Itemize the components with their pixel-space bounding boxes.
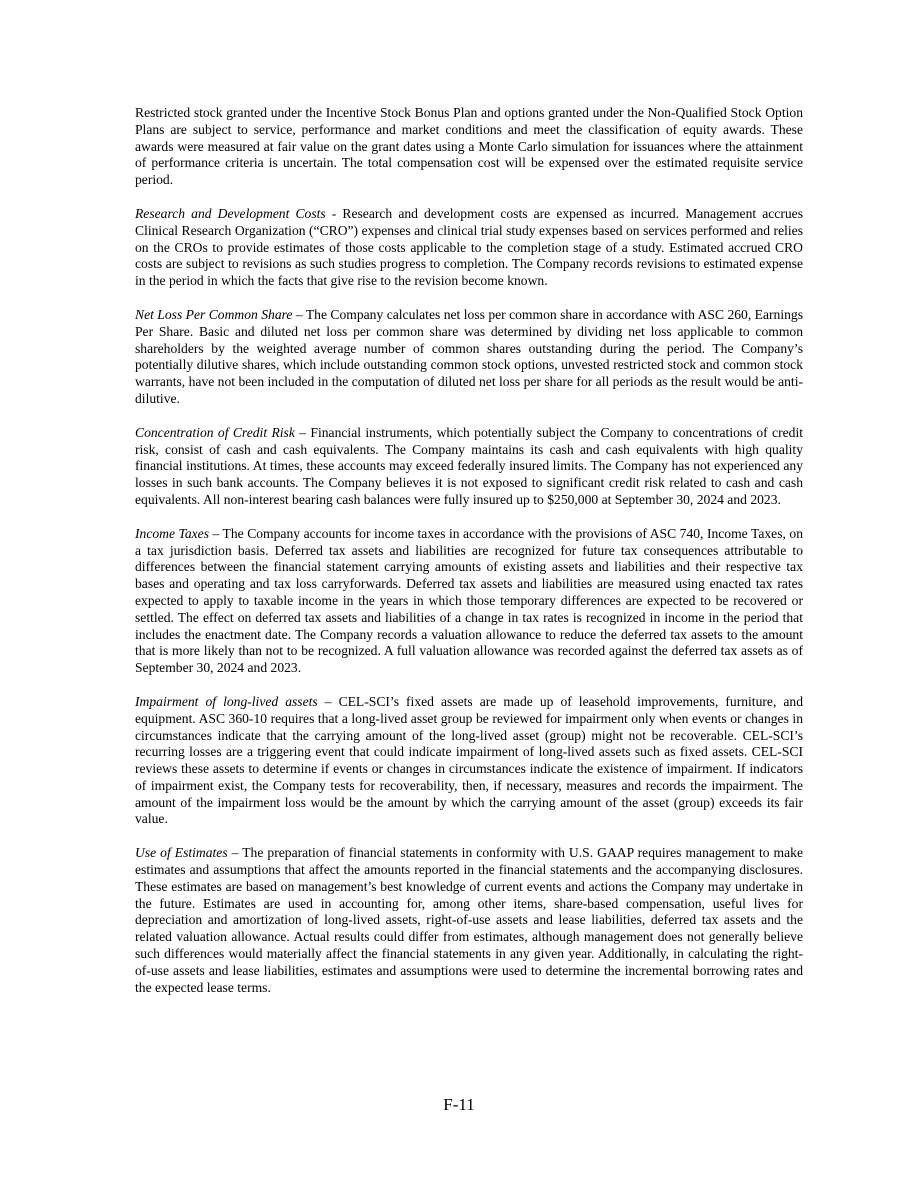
- paragraph-heading: Income Taxes: [135, 525, 209, 541]
- paragraph-text: – The Company accounts for income taxes in accordance with the provisions of ASC 740, Income Taxes, on a tax jurisdiction basis. Deferred tax assets and liabilities are recognized for future tax consequences attributable to differences between the financial statement carrying amounts of existing assets and liabilities and their respective tax bases and operating and tax loss carryforwards. Deferred tax assets and liabilities are measured using enacted tax rates expected to apply to taxable income in the years in which those temporary differences are expected to be recovered or settled. The effect on deferred tax assets and liabilities of a change in tax rates is recognized in income in the period that includes the enactment date. The Company records a valuation allowance to reduce the deferred tax assets to the amount that is more likely than not to be recognized. A full valuation allowance was recorded against the deferred tax assets as of September 30, 2024 and 2023.: [135, 525, 803, 676]
- paragraph-text: Restricted stock granted under the Incentive Stock Bonus Plan and options granted under the Non-Qualified Stock Option Plans are subject to service, performance and market conditions and meet the classification of equity awards. These awards were measured at fair value on the grant dates using a Monte Carlo simulation for issuances where the attainment of performance criteria is uncertain. The total compensation cost will be expensed over the estimated requisite service period.: [135, 105, 803, 188]
- paragraph-research-development: [135, 206, 803, 290]
- paragraph-heading: Net Loss Per Common Share: [135, 306, 293, 322]
- paragraph-income-taxes: [135, 526, 803, 677]
- paragraph-impairment: [135, 694, 803, 828]
- page-number: F-11: [443, 1095, 475, 1114]
- paragraph-credit-risk: [135, 425, 803, 509]
- paragraph-heading: Concentration of Credit Risk: [135, 424, 295, 440]
- paragraph-text: – Financial instruments, which potentially subject the Company to concentrations of credit risk, consist of cash and cash equivalents. The Company maintains its cash and cash equivalents with high quality financial institutions. At times, these accounts may exceed federally insured limits. The Company has not experienced any losses in such bank accounts. The Company believes it is not exposed to significant credit risk related to cash and cash equivalents. All non-interest bearing cash balances were fully insured up to $250,000 at September 30, 2024 and 2023.: [135, 424, 803, 507]
- paragraph-use-of-estimates: [135, 845, 803, 996]
- paragraph-heading: Use of Estimates: [135, 845, 228, 861]
- paragraph-text: – The Company calculates net loss per common share in accordance with ASC 260, Earnings Per Share. Basic and diluted net loss per common share was determined by dividing net loss applicable to common shareholders by the weighted average number of common shares outstanding during the period. The Company’s potentially dilutive shares, which include outstanding common stock options, unvested restricted stock and common stock warrants, have not been included in the computation of diluted net loss per share for all periods as the result would be anti-dilutive.: [135, 306, 803, 406]
- paragraph-text: – CEL-SCI’s fixed assets are made up of leasehold improvements, furniture, and equipment. ASC 360-10 requires that a long-lived asset group be reviewed for impairment only when events or changes in circumstances indicate that the carrying amount of the long-lived asset (group) might not be recoverable. CEL-SCI’s recurring losses are a triggering event that could indicate impairment of long-lived assets such as fixed assets. CEL-SCI reviews these assets to determine if events or changes in circumstances indicate the existence of impairment. If indicators of impairment exist, the Company tests for recoverability, then, if necessary, measures and records the impairment. The amount of the impairment loss would be the amount by which the carrying amount of the asset (group) exceeds its fair value.: [135, 693, 803, 827]
- document-body: [135, 105, 803, 1013]
- paragraph-heading: Impairment of long-lived assets: [135, 693, 318, 709]
- paragraph-stock-compensation: [135, 105, 803, 189]
- paragraph-text: - Research and development costs are expensed as incurred. Management accrues Clinical Research Organization (“CRO”) expenses and clinical trial study expenses based on services performed and relies on the CROs to provide estimates of those costs applicable to the completion stage of a study. Estimated accrued CRO costs are subject to revisions as such studies progress to completion. The Company records revisions to estimated expense in the period in which the facts that give rise to the revision become known.: [135, 205, 803, 289]
- paragraph-text: – The preparation of financial statements in conformity with U.S. GAAP requires management to make estimates and assumptions that affect the amounts reported in the financial statements and the accompanying disclosures. These estimates are based on management’s best knowledge of current events and actions the Company may undertake in the future. Estimates are used in accounting for, among other items, share-based compensation, useful lives for depreciation and amortization of long-lived assets, right-of-use assets and lease liabilities, deferred tax assets and the related valuation allowance. Actual results could differ from estimates, although management does not generally believe such differences would materially affect the financial statements in any given year. Additionally, in calculating the right-of-use assets and lease liabilities, estimates and assumptions were used to determine the incremental borrowing rates and the expected lease terms.: [135, 845, 803, 995]
- paragraph-net-loss-per-share: [135, 307, 803, 408]
- paragraph-heading: Research and Development Costs: [135, 205, 326, 221]
